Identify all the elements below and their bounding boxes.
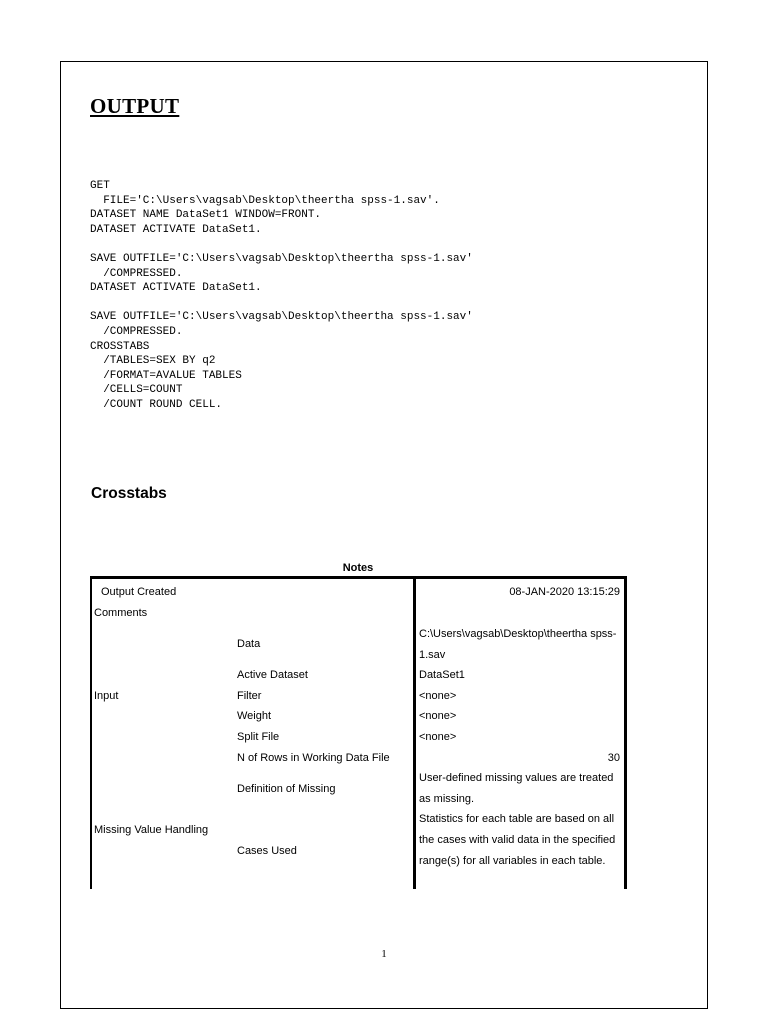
output-created-label: Output Created [101, 586, 177, 598]
weight-value: <none> [419, 710, 457, 722]
table-top-border [90, 576, 627, 579]
comments-label: Comments [94, 607, 148, 619]
weight-label: Weight [237, 710, 272, 722]
definition-of-missing-value: User-defined missing values are treated as missing. [419, 772, 614, 805]
syntax-line: /COMPRESSED. [90, 325, 183, 338]
n-rows-value: 30 [607, 752, 620, 764]
filter-value: <none> [419, 690, 457, 702]
cases-used-value: Statistics for each table are based on all the cases with valid data in the specified range(s) for all variables in each table. [419, 813, 616, 867]
cases-used-label: Cases Used [237, 845, 297, 857]
notes-table-caption: Notes [342, 562, 374, 574]
syntax-line: CROSSTABS [90, 340, 150, 353]
syntax-line: GET [90, 180, 110, 192]
active-dataset-label: Active Dataset [237, 669, 308, 681]
crosstabs-section-title: Crosstabs [91, 485, 167, 502]
table-left-border [90, 576, 92, 889]
syntax-line: /COUNT ROUND CELL. [90, 398, 223, 411]
syntax-line: /TABLES=SEX BY q2 [90, 355, 216, 368]
syntax-line: /CELLS=COUNT [90, 384, 183, 397]
syntax-line: FILE='C:\Users\vagsab\Desktop\theertha spss-1.sav'. [90, 194, 440, 207]
n-rows-label: N of Rows in Working Data File [237, 752, 390, 764]
table-right-border [624, 576, 627, 889]
syntax-line: DATASET ACTIVATE DataSet1. [90, 223, 262, 236]
missing-value-handling-label: Missing Value Handling [94, 824, 209, 836]
syntax-line: /COMPRESSED. [90, 267, 183, 280]
output-created-value: 08-JAN-2020 13:15:29 [509, 586, 620, 598]
active-dataset-value: DataSet1 [419, 669, 465, 681]
syntax-line: DATASET NAME DataSet1 WINDOW=FRONT. [90, 209, 322, 222]
filter-label: Filter [237, 690, 262, 702]
syntax-line: SAVE OUTFILE='C:\Users\vagsab\Desktop\theertha spss-1.sav' [90, 311, 473, 324]
data-label: Data [237, 638, 261, 650]
definition-of-missing-label: Definition of Missing [237, 783, 336, 795]
split-file-label: Split File [237, 731, 280, 743]
syntax-code-block [90, 179, 473, 413]
table-column-divider [413, 576, 416, 889]
syntax-line: SAVE OUTFILE='C:\Users\vagsab\Desktop\theertha spss-1.sav' [90, 252, 473, 265]
notes-table [90, 576, 627, 889]
input-group-label: Input [94, 690, 119, 702]
output-heading: OUTPUT [90, 94, 180, 118]
split-file-value: <none> [419, 731, 457, 743]
syntax-line: /FORMAT=AVALUE TABLES [90, 369, 242, 382]
syntax-line: DATASET ACTIVATE DataSet1. [90, 282, 262, 295]
data-value: C:\Users\vagsab\Desktop\theertha spss-1.sav [419, 628, 617, 661]
page-number: 1 [381, 948, 387, 960]
